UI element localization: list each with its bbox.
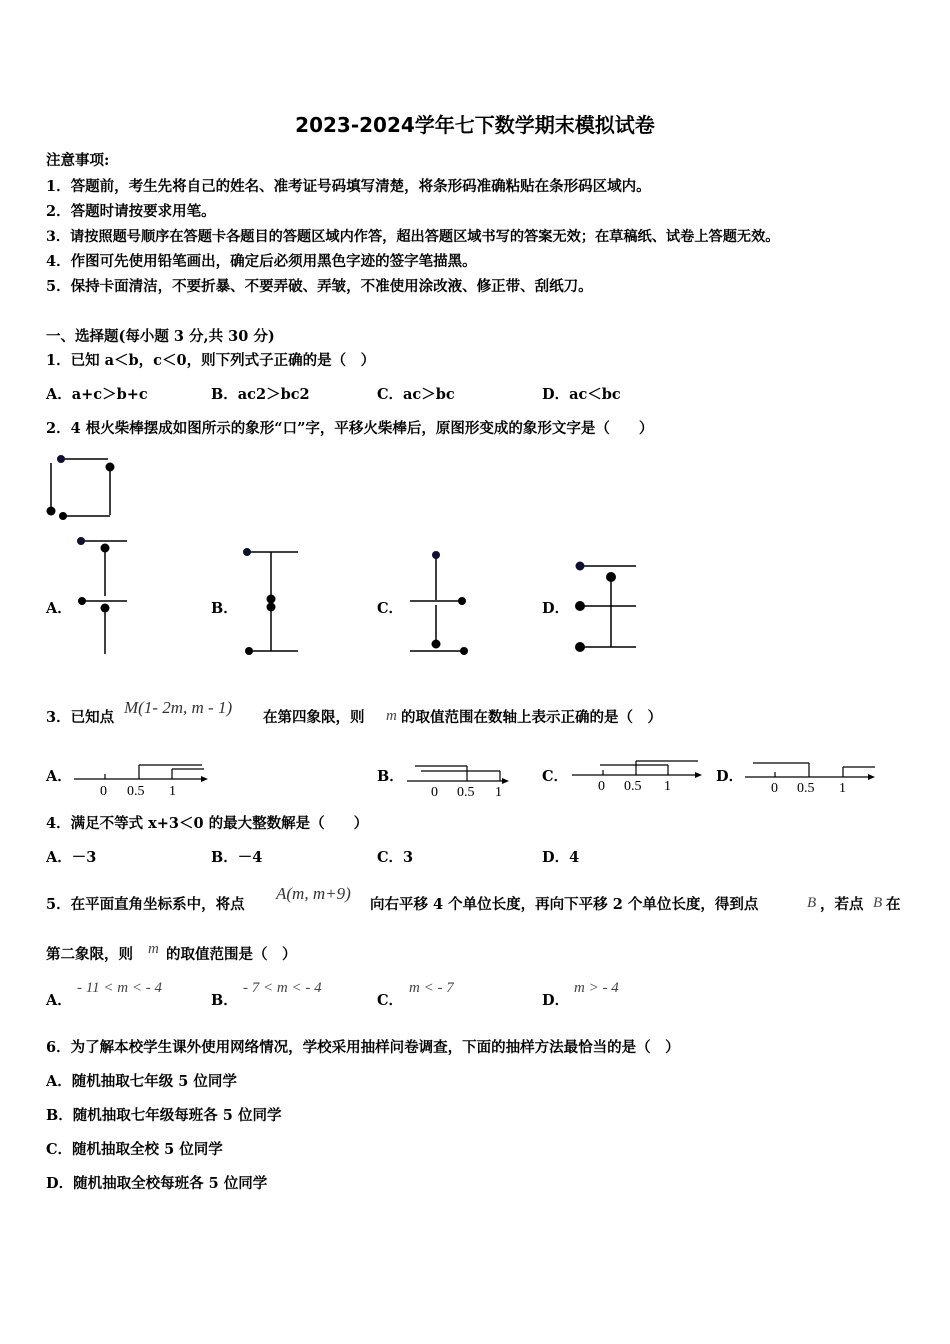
notice-item-5: 5．保持卡面清洁，不要折暴、不要弄破、弄皱，不准使用涂改液、修正带、刮纸刀。 <box>46 278 593 295</box>
q5-line2b: 的取值范围是（ ） <box>166 946 297 963</box>
q3-mid: 在第四象限，则 <box>263 709 365 726</box>
q3-point-expression: M(1- 2m, m - 1) <box>124 698 233 717</box>
q2-option-d-figure <box>570 557 645 657</box>
notice-item-2: 2．答题时请按要求用笔。 <box>46 203 216 220</box>
q2-label-d: D． <box>542 600 570 617</box>
q5-mid2: ，若点 <box>820 896 864 913</box>
q2-option-a-figure <box>72 532 132 657</box>
q3-numberline-d <box>743 755 883 800</box>
q4-option-a: A．－3 <box>46 849 97 866</box>
q3-numberline-c <box>570 755 710 800</box>
q6-option-c: C．随机抽取全校 5 位同学 <box>46 1141 223 1158</box>
q1-option-a: A．a+c＞b+c <box>46 386 148 403</box>
q5-point-expression: A(m, m+9) <box>276 884 351 903</box>
notice-heading: 注意事项: <box>46 152 110 169</box>
q2-stem: 2．4 根火柴棒摆成如图所示的象形“口”字，平移火柴棒后，原图形变成的象形文字是（ ） <box>46 420 654 437</box>
q3b-tick-0: 0 <box>431 785 438 800</box>
q3a-tick-1: 1 <box>169 784 176 799</box>
q3-label-c: C． <box>542 768 569 785</box>
q3a-tick-0: 0 <box>100 784 107 799</box>
q2-option-b-figure <box>238 543 303 658</box>
q5-label-b: B． <box>211 992 238 1009</box>
q3c-tick-0: 0 <box>598 779 605 794</box>
q4-option-c: C．3 <box>377 849 414 866</box>
q5-pre: 5．在平面直角坐标系中，将点 <box>46 896 245 913</box>
q5-point-b-2: B <box>873 895 883 911</box>
notice-item-4: 4．作图可先使用铅笔画出，确定后必须用黑色字迹的签字笔描黑。 <box>46 253 477 270</box>
q5-post: 在 <box>886 896 901 913</box>
q2-label-a: A． <box>46 600 72 617</box>
section-heading: 一、选择题(每小题 3 分,共 30 分) <box>46 328 275 345</box>
q5-option-c: m < - 7 <box>409 980 454 996</box>
q5-option-b: - 7 < m < - 4 <box>243 980 322 996</box>
q4-stem: 4．满足不等式 x+3＜0 的最大整数解是（ ） <box>46 815 369 832</box>
q5-option-d: m > - 4 <box>574 980 619 996</box>
q6-option-d: D．随机抽取全校每班各 5 位同学 <box>46 1175 268 1192</box>
q3-label-b: B． <box>377 768 404 785</box>
q6-option-b: B．随机抽取七年级每班各 5 位同学 <box>46 1107 282 1124</box>
q5-label-c: C． <box>377 992 404 1009</box>
q2-label-b: B． <box>211 600 238 617</box>
q3-var: m <box>386 708 397 724</box>
q4-option-b: B．－4 <box>211 849 263 866</box>
q3-post: 的取值范围在数轴上表示正确的是（ ） <box>401 709 662 726</box>
q3-label-d: D． <box>716 768 744 785</box>
q6-stem: 6．为了解本校学生课外使用网络情况，学校采用抽样问卷调查，下面的抽样方法最恰当的是（ ） <box>46 1039 680 1056</box>
q5-point-b: B <box>807 895 817 911</box>
q5-label-d: D． <box>542 992 570 1009</box>
q1-option-c: C．ac＞bc <box>377 386 455 403</box>
q3-numberline-b <box>405 755 515 800</box>
q2-label-c: C． <box>377 600 404 617</box>
q5-var: m <box>148 941 159 957</box>
q3d-tick-1: 1 <box>839 781 846 796</box>
notice-item-1: 1．答题前，考生先将自己的姓名、准考证号码填写清楚，将条形码准确粘贴在条形码区域内。 <box>46 178 651 195</box>
q3d-tick-05: 0.5 <box>797 781 815 796</box>
q3c-tick-1: 1 <box>664 779 671 794</box>
q5-line2a: 第二象限，则 <box>46 946 133 963</box>
page-title: 2023-2024学年七下数学期末模拟试卷 <box>295 113 655 137</box>
q2-original-figure <box>40 450 130 525</box>
notice-item-3: 3．请按照题号顺序在答题卡各题目的答题区域内作答，超出答题区域书写的答案无效；在草稿纸、试卷上答题无效。 <box>46 229 780 245</box>
q3c-tick-05: 0.5 <box>624 779 642 794</box>
q3d-tick-0: 0 <box>771 781 778 796</box>
q3-label-a: A． <box>46 768 72 785</box>
q3-numberline-a <box>72 755 212 800</box>
q5-label-a: A． <box>46 992 72 1009</box>
q3b-tick-1: 1 <box>495 785 502 800</box>
q5-mid: 向右平移 4 个单位长度，再向下平移 2 个单位长度，得到点 <box>370 896 759 913</box>
q6-option-a: A．随机抽取七年级 5 位同学 <box>46 1073 237 1090</box>
q3-pre: 3．已知点 <box>46 709 115 726</box>
q1-stem: 1．已知 a＜b，c＜0，则下列式子正确的是（ ） <box>46 352 376 369</box>
q2-option-c-figure <box>402 545 477 660</box>
q3a-tick-05: 0.5 <box>127 784 145 799</box>
q3b-tick-05: 0.5 <box>457 785 475 800</box>
q5-option-a: - 11 < m < - 4 <box>77 980 162 996</box>
q4-option-d: D．4 <box>542 849 580 866</box>
q1-option-b: B．ac2＞bc2 <box>211 386 310 403</box>
q1-option-d: D．ac＜bc <box>542 386 621 403</box>
